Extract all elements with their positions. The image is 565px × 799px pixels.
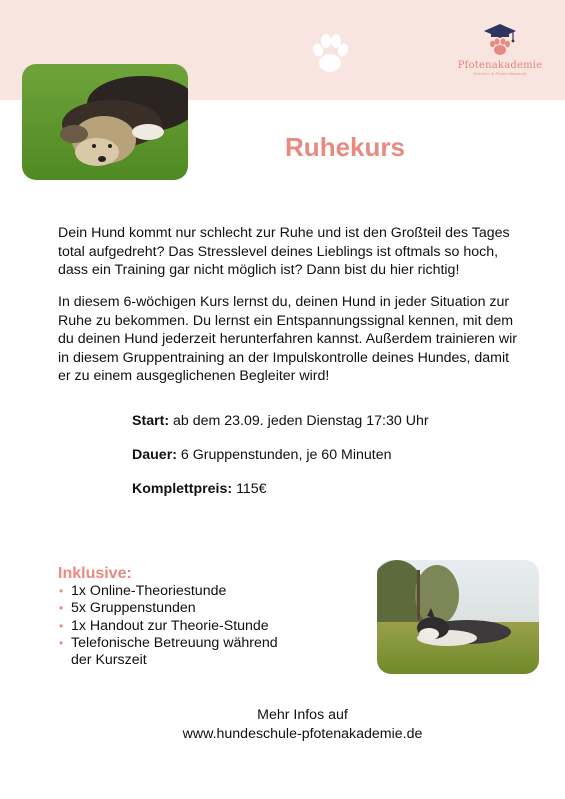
list-item-text: 1x Handout zur Theorie-Stunde [71,617,269,634]
fact-label: Start: [132,413,170,429]
bullet-icon: • [59,584,64,598]
fact-price [132,480,512,498]
course-facts [132,412,512,514]
brand-logo [450,22,550,84]
paw-icon [309,32,351,76]
fact-label: Komplettpreis: [132,481,233,497]
fact-value: 6 Gruppenstunden, je 60 Minuten [180,447,392,463]
bullet-icon: • [59,618,64,633]
list-item-text: Telefonische Betreuung während der Kurszeit [71,634,278,669]
fact-value: 115€ [236,481,267,497]
fact-value: ab dem 23.09. jeden Dienstag 17:30 Uhr [173,413,429,429]
footer-website: www.hundeschule-pfotenakademie.de [182,726,423,742]
bullet-icon: • [59,601,64,616]
inclusive-heading: Inklusive: [58,565,132,582]
fact-start [132,412,512,430]
logo-name: Pfotenakademie [457,60,543,71]
list-item-text: 1x Online-Theoriestunde [71,583,227,599]
list-item [58,583,358,600]
dog-resting-on-grass-photo [22,64,188,180]
inclusive-list [58,583,358,669]
list-item [58,600,358,617]
list-item [58,618,358,635]
footer [150,706,455,744]
page-title: Ruhekurs [285,132,405,162]
fact-label: Dauer: [132,447,177,463]
list-item-text: 5x Gruppenstunden [71,600,196,617]
intro-paragraph-1: Dein Hund kommt nur schlecht zur Ruhe und ist den Großteil des Tages total aufgedreht? Das Stresslevel deines Lieblings ist oftmals so hoch, dass ein Training gar nicht möglich ist? Dann bist du hier richtig! [58,225,510,278]
list-item [58,635,301,670]
intro-paragraph-2: In diesem 6-wöchigen Kurs lernst du, deinen Hund in jeder Situation zur Ruhe zu bekommen. Du lernst ein Entspannungssignal kennen, mit dem du deinen Hund jederzeit herunterfahren kannst. Außerdem trainieren wir in diesem Gruppentraining an der Impulskontrolle deines Hundes, damit er zu einem ausgeglichenen Begleiter wird! [58,294,517,384]
husky-lying-on-meadow-photo [377,560,539,674]
footer-text: Mehr Infos auf [257,707,348,723]
fact-duration [132,446,512,464]
graduation-paw-icon [482,22,518,58]
bullet-icon: • [59,635,64,650]
logo-tagline: Schellen & Pfoten Bayreuth [473,72,527,76]
